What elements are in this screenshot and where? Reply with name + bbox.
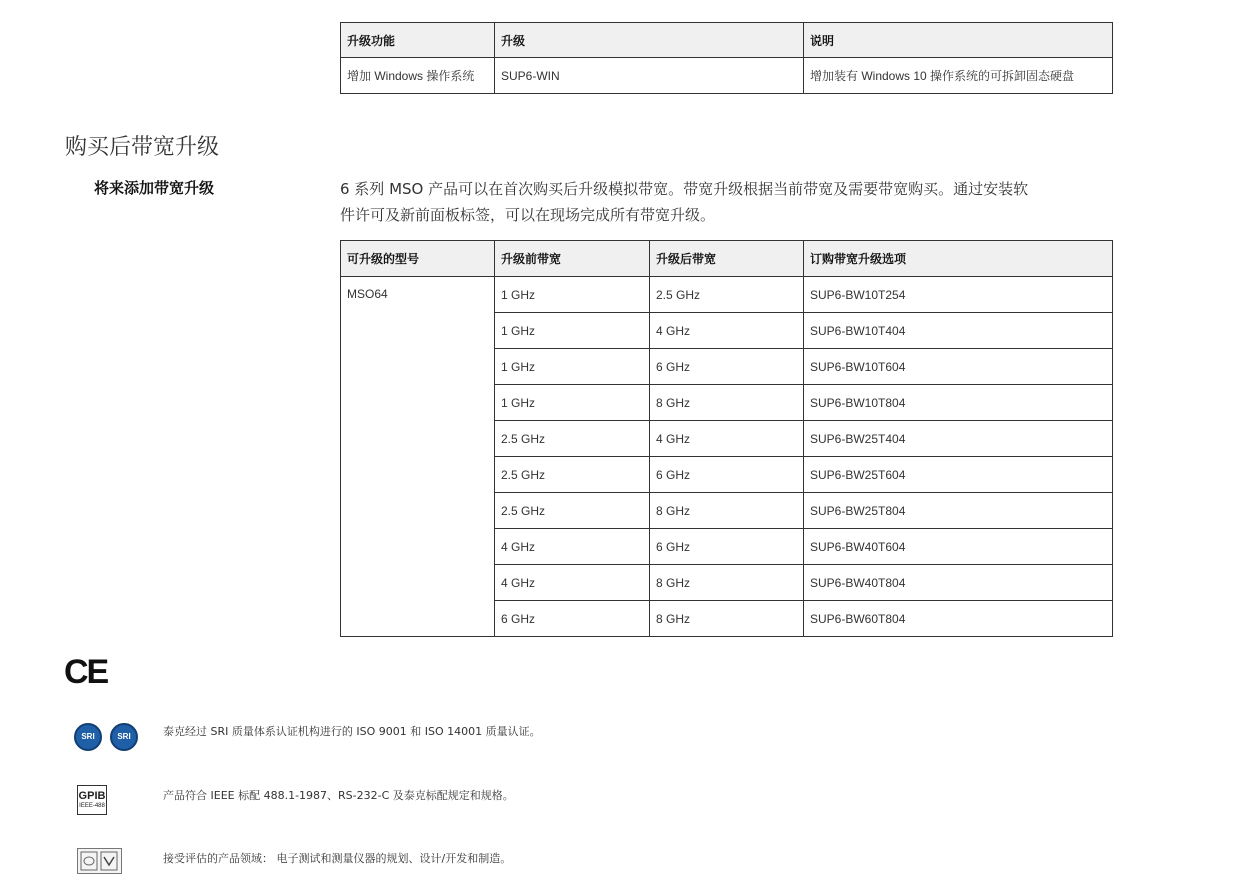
table-cell: SUP6-BW10T404: [804, 313, 1113, 349]
sri-certification-text: 泰克经过 SRI 质量体系认证机构进行的 ISO 9001 和 ISO 14001 质量认证。: [163, 725, 541, 738]
gpib-compliance-text: 产品符合 IEEE 标配 488.1-1987、RS-232-C 及泰克标配规定和规格。: [163, 789, 514, 802]
upgrade-options-table: [340, 22, 1113, 94]
column-header: 升级功能: [341, 23, 495, 58]
table-row: [341, 58, 1113, 94]
bandwidth-upgrade-table: [340, 240, 1113, 637]
table-cell: 8 GHz: [650, 565, 804, 601]
table-cell: SUP6-BW60T804: [804, 601, 1113, 637]
table-cell: 2.5 GHz: [495, 493, 650, 529]
table-cell: 4 GHz: [495, 565, 650, 601]
table-cell: SUP6-BW25T404: [804, 421, 1113, 457]
column-header: 可升级的型号: [341, 241, 495, 277]
table-cell: 1 GHz: [495, 385, 650, 421]
section-body-text: [340, 176, 1115, 228]
table-cell: SUP6-BW40T604: [804, 529, 1113, 565]
column-header: 升级: [495, 23, 804, 58]
table-cell: 6 GHz: [650, 349, 804, 385]
column-header: 升级前带宽: [495, 241, 650, 277]
ce-mark-icon: CE: [64, 653, 108, 691]
assessed-scope-text: 接受评估的产品领域： 电子测试和测量仪器的规划、设计/开发和制造。: [163, 852, 512, 865]
table-cell: 4 GHz: [650, 313, 804, 349]
table-cell: 6 GHz: [495, 601, 650, 637]
table-cell: 4 GHz: [650, 421, 804, 457]
gpib-logo-text: GPIB: [78, 790, 106, 802]
table-cell: SUP6-BW25T604: [804, 457, 1113, 493]
table-cell: SUP6-WIN: [495, 58, 804, 94]
sri-certification-icon: SRI: [74, 723, 102, 751]
table-cell: 6 GHz: [650, 529, 804, 565]
body-line: 件许可及新前面板标签，可以在现场完成所有带宽升级。: [340, 206, 716, 224]
table-cell: SUP6-BW10T804: [804, 385, 1113, 421]
table-cell: 8 GHz: [650, 601, 804, 637]
table-cell: 2.5 GHz: [495, 457, 650, 493]
body-line: 6 系列 MSO 产品可以在首次购买后升级模拟带宽。带宽升级根据当前带宽及需要带宽购买。通过安装软: [340, 180, 1029, 198]
table-cell: 6 GHz: [650, 457, 804, 493]
assessment-logo-icon: [77, 848, 122, 874]
table-cell: SUP6-BW10T604: [804, 349, 1113, 385]
table-cell: 1 GHz: [495, 349, 650, 385]
table-cell: SUP6-BW10T254: [804, 277, 1113, 313]
table-cell: SUP6-BW25T804: [804, 493, 1113, 529]
column-header: 订购带宽升级选项: [804, 241, 1113, 277]
table-cell: 增加装有 Windows 10 操作系统的可拆卸固态硬盘: [804, 58, 1113, 94]
table-header-row: [341, 23, 1113, 58]
table-cell: 2.5 GHz: [650, 277, 804, 313]
assessment-logo-graphic: [78, 849, 121, 873]
table-cell: 4 GHz: [495, 529, 650, 565]
sub-heading: 将来添加带宽升级: [94, 179, 215, 197]
table-cell: 2.5 GHz: [495, 421, 650, 457]
table-cell: 1 GHz: [495, 313, 650, 349]
gpib-logo-subtext: IEEE-488: [79, 803, 105, 809]
table-cell: 增加 Windows 操作系统: [341, 58, 495, 94]
column-header: 升级后带宽: [650, 241, 804, 277]
section-heading: 购买后带宽升级: [65, 135, 220, 160]
table-cell: SUP6-BW40T804: [804, 565, 1113, 601]
gpib-logo-icon: [77, 785, 107, 815]
table-header-row: [341, 241, 1113, 277]
column-header: 说明: [804, 23, 1113, 58]
sri-certification-icon: SRI: [110, 723, 138, 751]
model-cell: MSO64: [341, 277, 495, 637]
table-cell: 8 GHz: [650, 493, 804, 529]
table-row: [341, 277, 1113, 313]
table-cell: 8 GHz: [650, 385, 804, 421]
table-cell: 1 GHz: [495, 277, 650, 313]
